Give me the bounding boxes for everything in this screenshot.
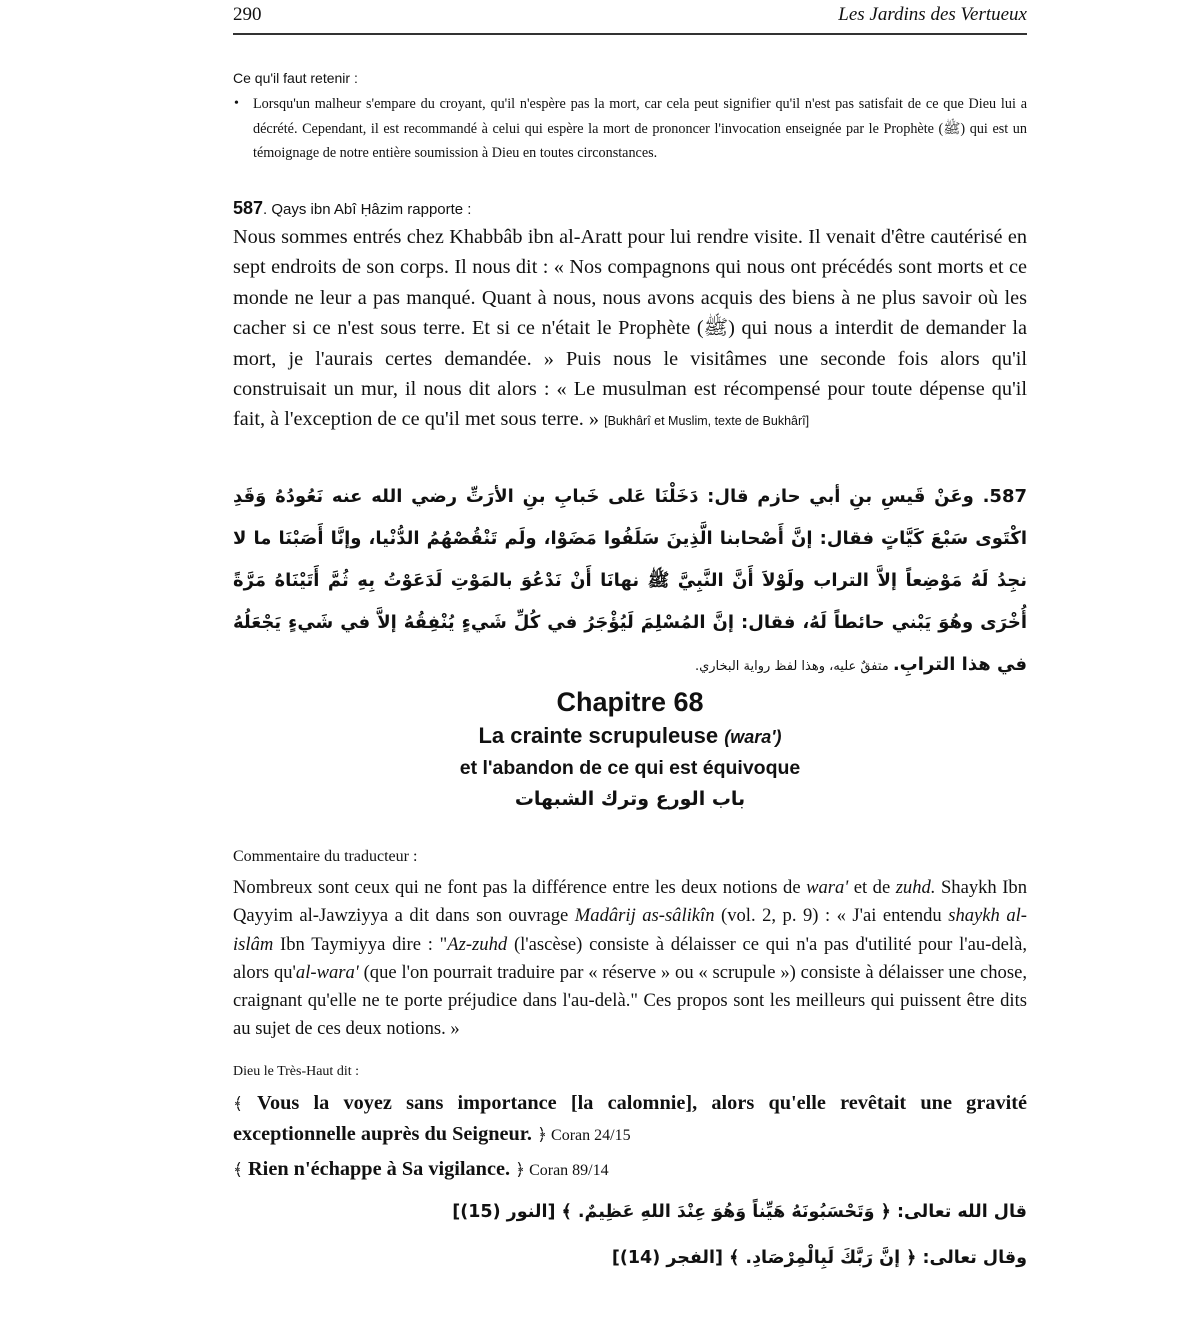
- ornament-close-icon: ﴿: [537, 1125, 548, 1145]
- quran-arabic-verse: قال الله تعالى: ﴿ وَتَحْسَبُونَهُ هَيِّناً وَهُوَ عِنْدَ اللهِ عَظِيمٌ. ﴾ [النور (15)]: [452, 1202, 1027, 1222]
- quran-verse: [233, 1154, 1027, 1186]
- ornament-open-icon: ﴾: [233, 1160, 243, 1179]
- term-wara: wara': [806, 877, 849, 898]
- chapter-arabic-title: باب الورع وترك الشبهات: [514, 788, 746, 810]
- book-title: Les Jardins des Vertueux: [838, 4, 1027, 25]
- retain-list: [233, 92, 1027, 166]
- quran-arabic-verse: وقال تعالى: ﴿ إنَّ رَبَّكَ لَبِالْمِرْصَادِ. ﴾ [الفجر (14)]: [611, 1248, 1027, 1268]
- verse-reference: Coran 89/14: [525, 1162, 609, 1179]
- chapter-subtitle: et l'abandon de ce qui est équivoque: [459, 757, 801, 779]
- retain-heading: Ce qu'il faut retenir :: [233, 70, 358, 86]
- hadith-french-text: [233, 222, 1027, 437]
- verse-text: Rien n'échappe à Sa vigilance.: [242, 1158, 516, 1180]
- quran-intro: Dieu le Très-Haut dit :: [233, 1064, 359, 1079]
- chapter-number: Chapitre 68: [556, 687, 704, 717]
- retain-item: [233, 92, 1027, 166]
- verse-reference: Coran 24/15: [547, 1127, 631, 1145]
- chapter-title-text: La crainte scrupuleuse: [478, 723, 725, 748]
- text-run: (vol. 2, p. 9) : « J'ai entendu: [714, 905, 949, 927]
- chapter-heading: [233, 684, 1027, 815]
- hadith-arabic-text: [233, 476, 1027, 688]
- retain-item-text: Lorsqu'un malheur s'empare du croyant, qu'il n'espère pas la mort, car cela peut signifier qu'il n'est pas satisfait de ce que Dieu lui a décrété. Cependant, il est recommandé à celui qui espère la mort de prononcer l'invocation enseignée par le Prophète (ﷺ) qui est un témoignage de notre entière soumission à Dieu en toutes circonstances.: [253, 96, 1027, 161]
- hadith-source: [Bukhârî et Muslim, texte de Bukhârî]: [604, 414, 810, 429]
- text-run: et de: [848, 877, 896, 898]
- book-reference: Madârij as-sâlikîn: [574, 905, 715, 927]
- ornament-open-icon: ﴾: [233, 1094, 243, 1113]
- quran-verse: [233, 1088, 1027, 1152]
- page-number: 290: [233, 4, 262, 25]
- chapter-title: [233, 720, 1027, 753]
- commentary-text: [233, 874, 1027, 1044]
- text-run: Nombreux sont ceux qui ne font pas la différence entre les deux notions de: [233, 877, 807, 898]
- term-al-wara: al-wara': [295, 961, 359, 983]
- hadith-narrator: . Qays ibn Abî Ḥâzim rapporte :: [263, 201, 472, 218]
- hadith-arabic-body: 587. وعَنْ قَيسِ بنِ أبي حازم قال: دَخَلْنَا عَلى خَبابِ بنِ الأرَتِّ رضي الله عنه نَعُودُهُ وَقَدِ اكْتَوى سَبْعَ كَيَّاتٍ فقال: إنَّ أَصْحابنا الَّذِينَ سَلَفُوا مَضَوْا، ولَم تَنْقُصْهُمُ الدُّنْيا، وإنَّا أَصَبْنَا ما لا نجِدُ لَهُ مَوْضِعاً إلاَّ التراب ولَوْلاَ أَنَّ النَّبِيَّ ﷺ نهانَا أَنْ نَدْعُوَ بالمَوْتِ لَدَعَوْتُ بِهِ ثُمَّ أَتَيْنَاهُ مَرَّةً أُخْرَى وهُوَ يَبْني حائطاً لَهُ، فقال: إنَّ المُسْلِمَ لَيُؤْجَرُ في كُلِّ شَيءٍ يُنْفِقُهُ إلاَّ في شَيءٍ يَجْعَلُهُ في هذا الترابِ.: [233, 486, 1027, 675]
- hadith-heading: [233, 198, 471, 219]
- hadith-arabic-note: متفقٌ عليه، وهذا لفظ رواية البخاري.: [694, 659, 893, 674]
- hadith-body: Nous sommes entrés chez Khabbâb ibn al-Aratt pour lui rendre visite. Il venait d'être cautérisé en sept endroits de son corps. Il nous dit : « Nos compagnons qui nous ont précédés sont morts et ce monde ne leur a pas manqué. Quant à nous, nous avons acquis des biens à ne plus savoir où les cacher si ce n'est sous terre. Et si ce n'était le Prophète (ﷺ) qui nous a interdit de demander la mort, je l'aurais certes demandée. » Puis nous le visitâmes une seconde fois alors qu'il construisait un mur, il nous dit alors : « Le musulman est récompensé pour toute dépense qu'il fait, à l'exception de ce qu'il met sous terre. »: [233, 226, 1027, 431]
- commentary-heading: Commentaire du traducteur :: [233, 848, 418, 865]
- text-run: (l'ascèse) consiste à délaisser ce qui n'a pas d'utilité pour l'au-delà, alors qu': [233, 933, 1027, 983]
- text-run: Ibn Taymiyya dire : ": [273, 933, 448, 955]
- bullet-icon: •: [234, 96, 239, 111]
- text-run: Shaykh Ibn Qayyim al-Jawziyya a dit dans son ouvrage: [233, 877, 1027, 927]
- term-zuhd: zuhd.: [895, 877, 936, 898]
- hadith-number: 587: [233, 198, 264, 218]
- text-run: (que l'on pourrait traduire par « réserve » ou « scrupule ») consiste à délaisser une chose, craignant qu'elle ne te porte préjudice dans l'au-delà." Ces propos sont les meilleurs qui puissent être dits au sujet de ces deux notions. »: [233, 961, 1027, 1040]
- verse-text: Vous la voyez sans importance [la calomnie], alors qu'elle revêtait une gravité exceptionnelle auprès du Seigneur.: [233, 1092, 1027, 1146]
- header-rule: [233, 33, 1027, 35]
- running-head: [233, 4, 1027, 32]
- term-az-zuhd: Az-zuhd: [447, 933, 508, 955]
- ornament-close-icon: ﴿: [515, 1160, 526, 1179]
- term-shaykh-al-islam: shaykh al-islâm: [233, 905, 1027, 955]
- chapter-term: (wara'): [724, 727, 782, 747]
